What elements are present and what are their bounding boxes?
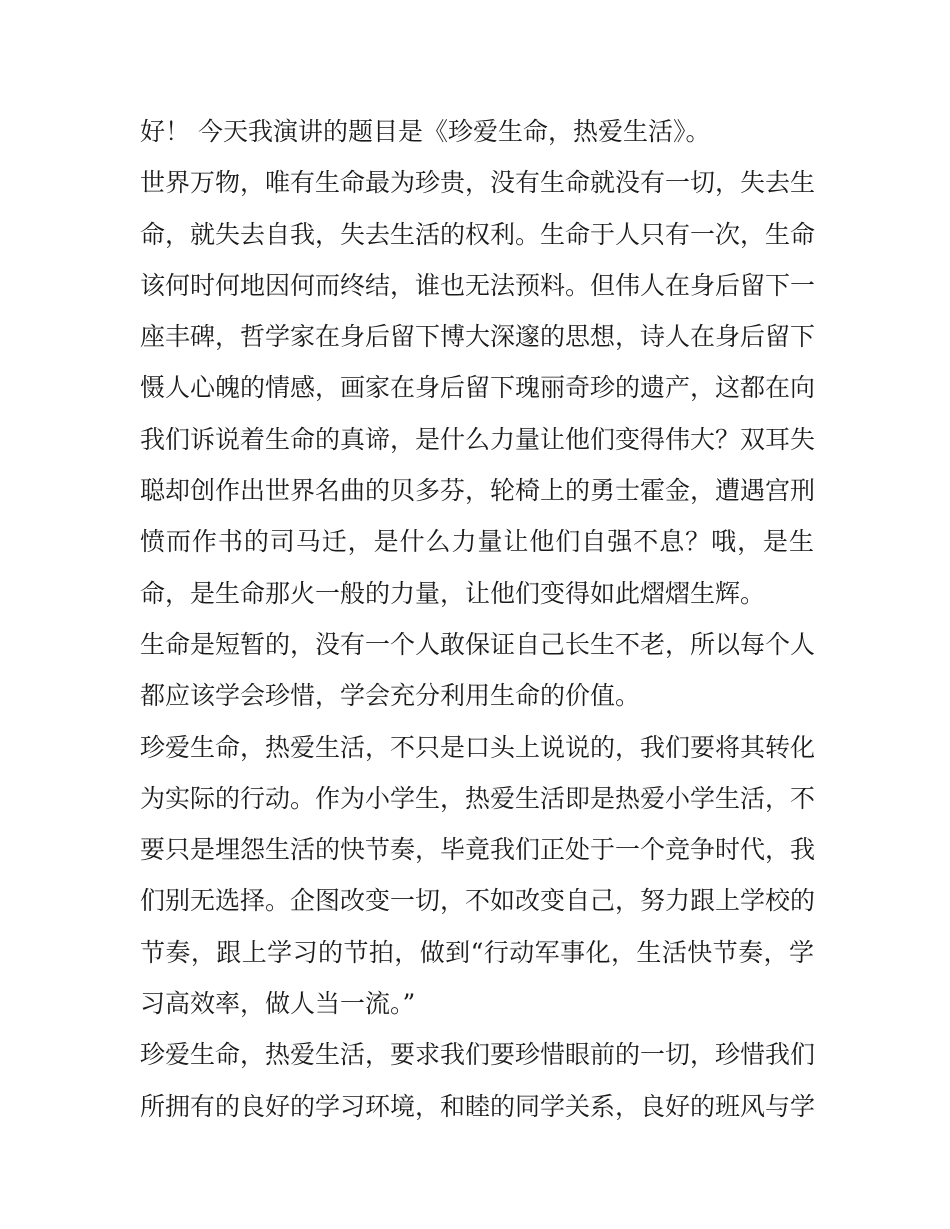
text-line: 世界万物，唯有生命最为珍贵，没有生命就没有一切，失去生: [140, 168, 816, 198]
text-line: 愤而作书的司马迁，是什么力量让他们自强不息？哦，是生: [140, 527, 814, 557]
text-line: 要只是埋怨生活的快节奏，毕竟我们正处于一个竞争时代，我: [140, 835, 816, 865]
text-line: 命，就失去自我，失去生活的权利。生命于人只有一次，生命: [140, 219, 816, 249]
text-line: 慑人心魄的情感，画家在身后留下瑰丽奇珍的遗产，这都在向: [140, 373, 816, 403]
text-line: 珍爱生命，热爱生活，不只是口头上说说的，我们要将其转化: [140, 732, 816, 762]
text-line: 所拥有的良好的学习环境，和睦的同学关系，良好的班风与学: [140, 1091, 816, 1121]
text-line: 珍爱生命，热爱生活，要求我们要珍惜眼前的一切，珍惜我们: [140, 1040, 816, 1070]
text-line: 聪却创作出世界名曲的贝多芬，轮椅上的勇士霍金，遭遇宫刑: [140, 476, 816, 506]
text-line: 命，是生命那火一般的力量，让他们变得如此熠熠生辉。: [140, 578, 766, 608]
text-line: 座丰碑，哲学家在身后留下博大深邃的思想，诗人在身后留下: [140, 322, 816, 352]
text-line: 都应该学会珍惜，学会充分利用生命的价值。: [140, 681, 641, 711]
text-line: 为实际的行动。作为小学生，热爱生活即是热爱小学生活，不: [140, 783, 816, 813]
text-line-greeting: 好！ 今天我演讲的题目是《珍爱生命，热爱生活》。: [140, 117, 711, 146]
text-line: 习高效率，做人当一流。”: [140, 989, 416, 1019]
speech-text-body: [140, 106, 814, 1132]
text-line: 生命是短暂的，没有一个人敢保证自己长生不老，所以每个人: [140, 629, 816, 659]
text-line: 节奏，跟上学习的节拍，做到“行动军事化，生活快节奏，学: [140, 937, 814, 967]
text-line: 们别无选择。企图改变一切，不如改变自己，努力跟上学校的: [140, 886, 816, 916]
text-line: 我们诉说着生命的真谛，是什么力量让他们变得伟大？双耳失: [140, 424, 816, 454]
text-line: 该何时何地因何而终结，谁也无法预料。但伟人在身后留下一: [140, 270, 816, 300]
